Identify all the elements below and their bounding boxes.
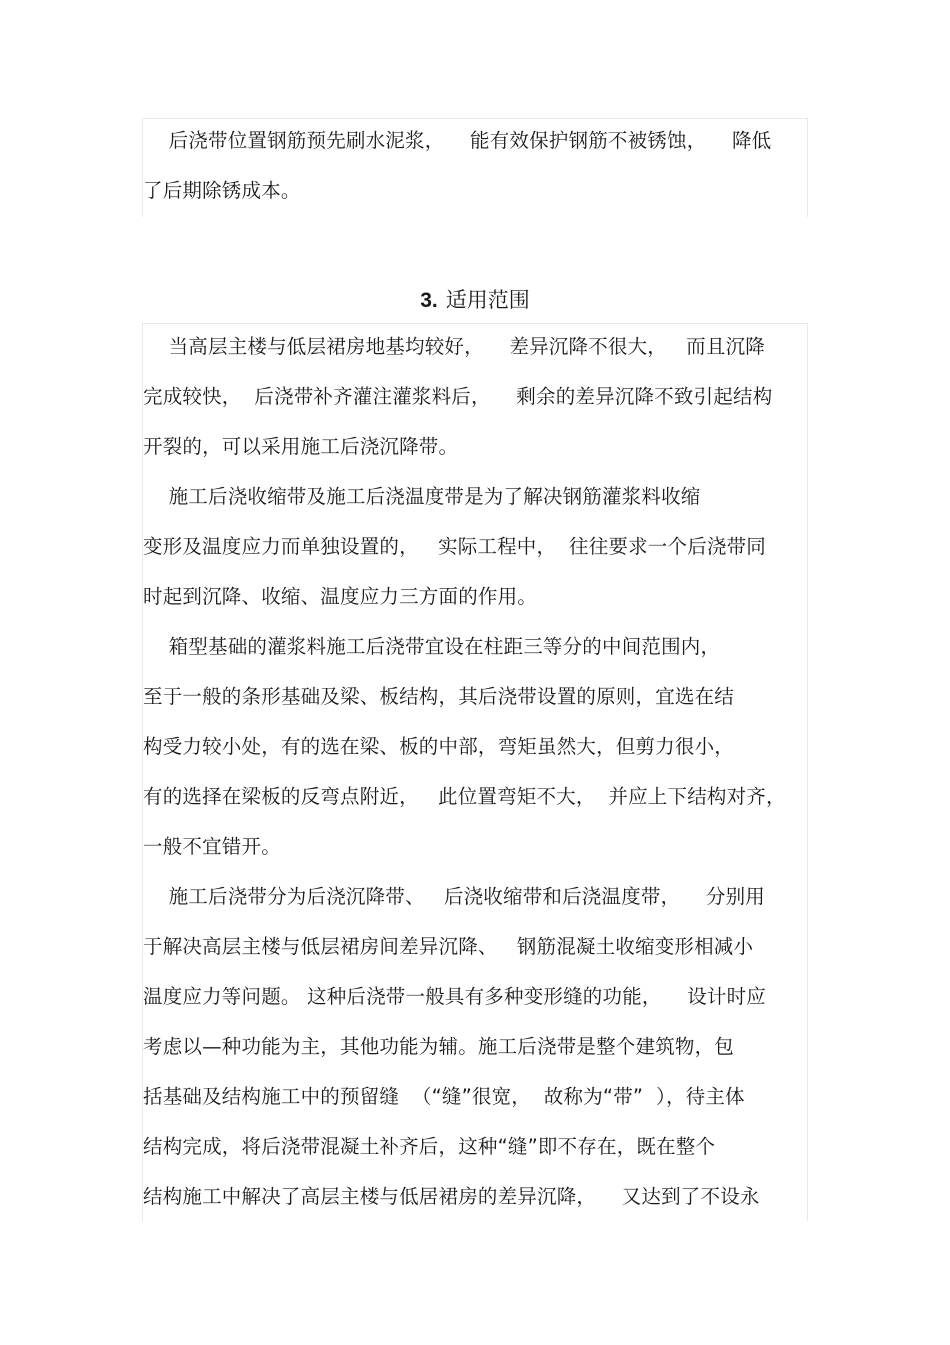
text-line: 有的选择在梁板的反弯点附近， 此位置弯矩不大， 并应上下结构对齐， [143, 785, 786, 808]
text-line: 开裂的，可以采用施工后浇沉降带。 [143, 435, 459, 458]
text-line: 考虑以—种功能为主，其他功能为辅。施工后浇带是整个建筑物，包 [143, 1035, 735, 1058]
text-line: 构受力较小处，有的选在梁、板的中部，弯矩虽然大，但剪力很小， [143, 735, 735, 758]
text-line: 结构完成，将后浇带混凝土补齐后，这种“缝”即不存在，既在整个 [143, 1135, 716, 1158]
text-line: 时起到沉降、收缩、温度应力三方面的作用。 [143, 585, 538, 608]
section-heading [0, 286, 950, 315]
text-line: 后浇带位置钢筋预先刷水泥浆， 能有效保护钢筋不被锈蚀， 降低 [143, 129, 772, 152]
section-title: 适用范围 [445, 288, 530, 312]
text-line: 施工后浇带分为后浇沉降带、 后浇收缩带和后浇温度带， 分别用 [143, 885, 765, 908]
text-line: 一般不宜错开。 [143, 835, 281, 858]
text-block-main [142, 323, 808, 1221]
text-line: 括基础及结构施工中的预留缝 （“缝”很宽， 故称为“带” ），待主体 [143, 1085, 745, 1108]
text-line: 于解决高层主楼与低层裙房间差异沉降、 钢筋混凝土收缩变形相减小 [143, 935, 754, 958]
text-line: 完成较快， 后浇带补齐灌注灌浆料后， 剩余的差异沉降不致引起结构 [143, 385, 773, 408]
text-line: 至于一般的条形基础及梁、板结构，其后浇带设置的原则，宜选在结 [143, 685, 735, 708]
text-line: 箱型基础的灌浆料施工后浇带宜设在柱距三等分的中间范围内， [143, 635, 721, 658]
text-line: 当高层主楼与低层裙房地基均较好， 差异沉降不很大， 而且沉降 [143, 335, 765, 358]
text-line: 施工后浇收缩带及施工后浇温度带是为了解决钢筋灌浆料收缩 [143, 485, 701, 508]
text-line: 变形及温度应力而单独设置的， 实际工程中， 往往要求一个后浇带同 [143, 535, 766, 558]
text-block-top [142, 118, 808, 217]
text-line: 温度应力等问题。 这种后浇带一般具有多种变形缝的功能， 设计时应 [143, 985, 766, 1008]
text-line: 结构施工中解决了高层主楼与低居裙房的差异沉降， 又达到了不设永 [143, 1185, 760, 1208]
section-number: 3. [420, 289, 438, 312]
text-line: 了后期除锈成本。 [143, 179, 301, 202]
